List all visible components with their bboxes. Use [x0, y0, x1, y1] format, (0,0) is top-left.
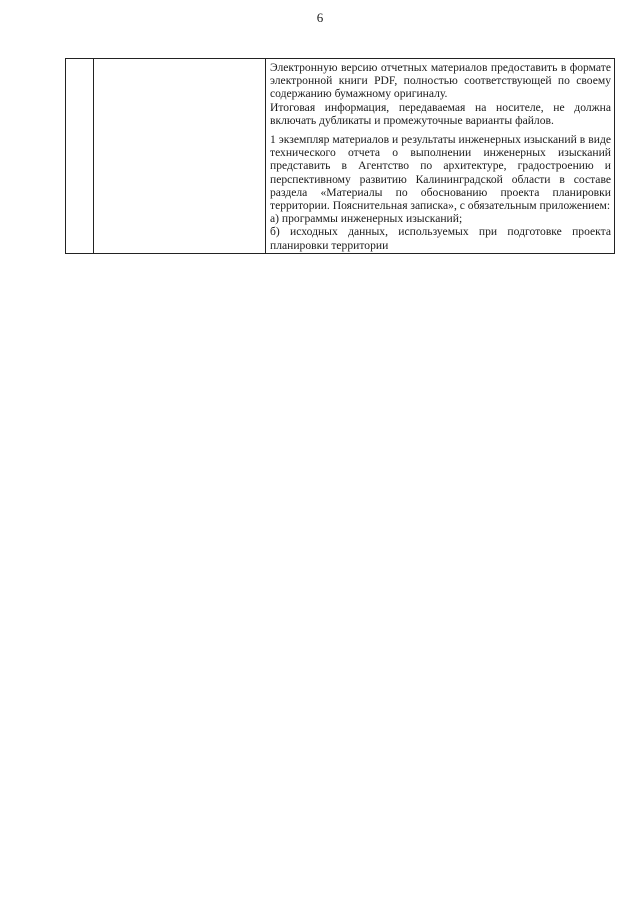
- table-row: [66, 59, 615, 254]
- table-cell-name: [94, 59, 266, 254]
- table-cell-content: [266, 59, 615, 254]
- paragraph-report-delivery: 1 экземпляр материалов и результаты инженерных изысканий в виде технического отчета о выполнении инженерных изысканий представить в Агентство по архитектуре, градостроению и перспективному развитию Калининградской области в составе раздела «Материалы по обоснованию проекта планировки территории. Пояснительная записка», с обязательным приложением:: [270, 133, 611, 213]
- table-cell-number: [66, 59, 94, 254]
- page-number: 6: [316, 10, 324, 25]
- paragraph-appendix-b: б) исходных данных, используемых при подготовке проекта планировки территории: [270, 225, 611, 252]
- paragraph-pdf-version: Электронную версию отчетных материалов предоставить в формате электронной книги PDF, полностью соответствующей по своему содержанию бумажному оригиналу.: [270, 61, 611, 101]
- requirements-table: [65, 58, 615, 254]
- paragraph-appendix-a: а) программы инженерных изысканий;: [270, 212, 463, 226]
- paragraph-no-duplicates: Итоговая информация, передаваемая на носителе, не должна включать дубликаты и промежуточные варианты файлов.: [270, 100, 611, 127]
